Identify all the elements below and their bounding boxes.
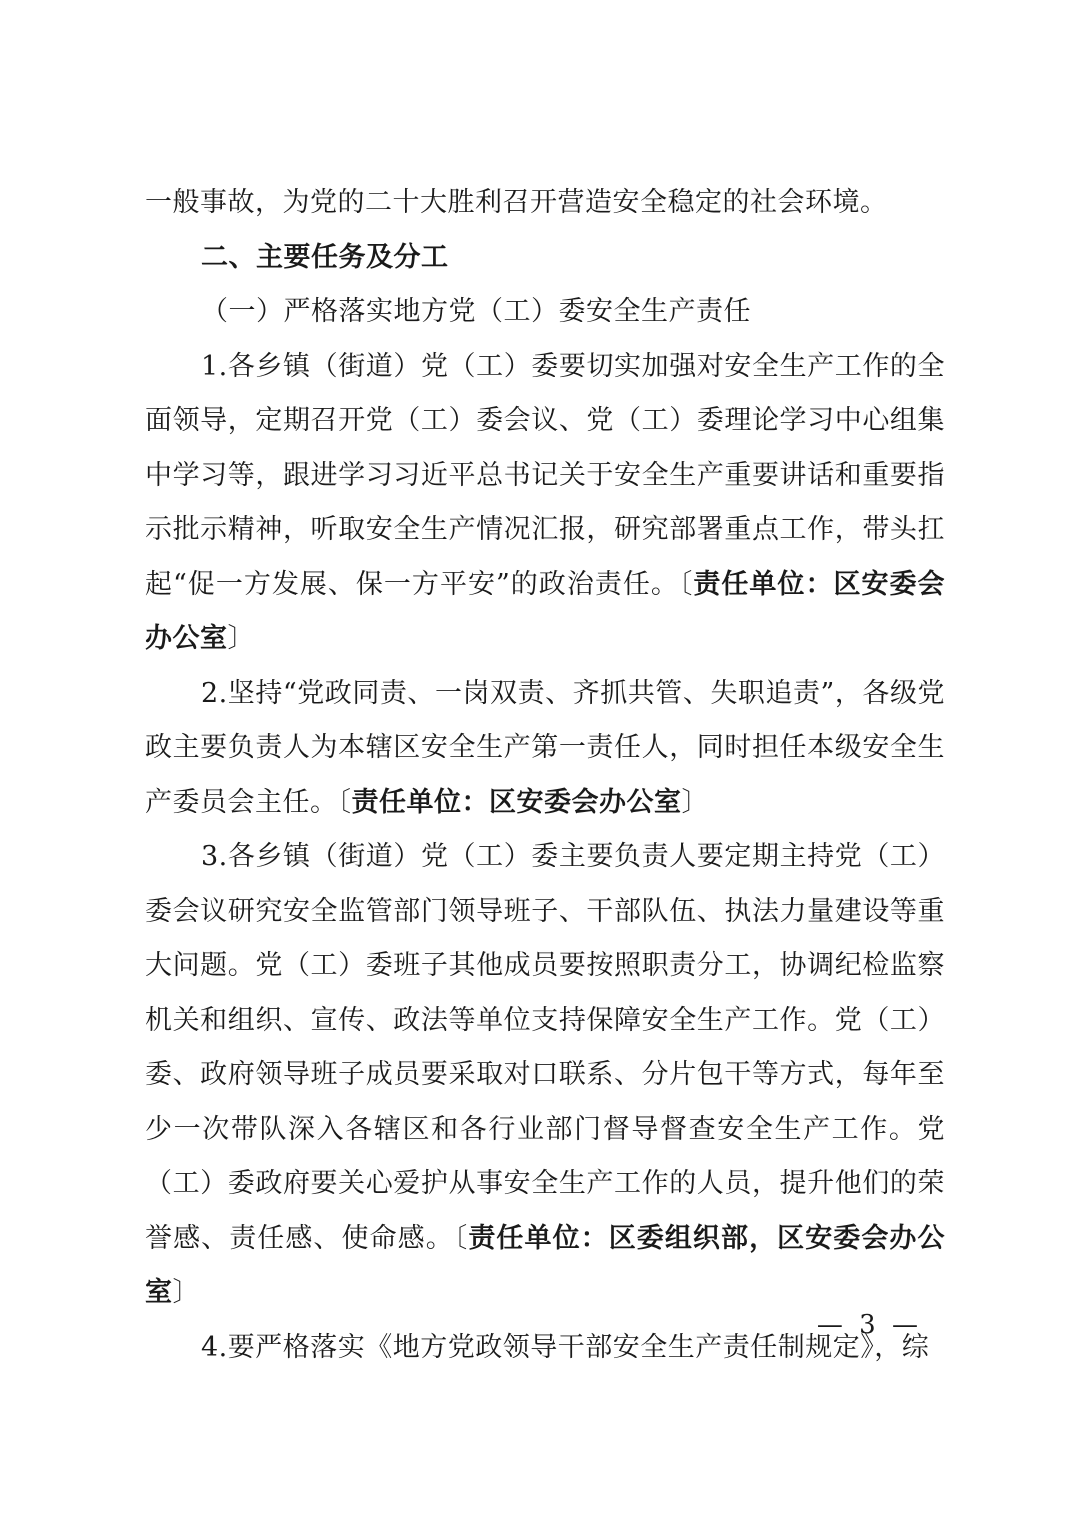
list-item-4-text: 4.要严格落实《地方党政领导干部安全生产责任制规定》，综 bbox=[201, 1331, 930, 1363]
subsection-heading: （一）严格落实地方党（工）委安全生产责任 bbox=[201, 296, 751, 327]
list-item-3 bbox=[145, 830, 945, 1321]
list-item-1-text: 1.各乡镇（街道）党（工）委要切实加强对安全生产工作的全面领导，定期召开党（工）委会议、党（工）委理论学习中心组集中学习等，跟进学习习近平总书记关于安全生产重要讲话和重要指示批示精神，听取安全生产情况汇报，研究部署重点工作，带头扛起“促一方发展、保一方平安”的政治责任。〔 bbox=[145, 350, 945, 600]
list-item-3-text: 3.各乡镇（街道）党（工）委主要负责人要定期主持党（工）委会议研究安全监管部门领导班子、干部队伍、执法力量建设等重大问题。党（工）委班子其他成员要按照职责分工，协调纪检监察机关和组织、宣传、政法等单位支持保障安全生产工作。党（工）委、政府领导班子成员要采取对口联系、分片包干等方式，每年至少一次带队深入各辖区和各行业部门督导督查安全生产工作。党（工）委政府要关心爱护从事安全生产工作的人员，提升他们的荣誉感、责任感、使命感。〔 bbox=[145, 841, 945, 1254]
document-body bbox=[145, 176, 945, 1375]
list-item-1-bracket: 〕 bbox=[227, 623, 255, 654]
list-item-3-bracket: 〕 bbox=[172, 1277, 200, 1308]
list-item-2-responsibility: 责任单位：区安委会办公室 bbox=[351, 786, 682, 818]
list-item-1 bbox=[145, 340, 945, 667]
list-item-2-text: 2.坚持“党政同责、一岗双责、齐抓共管、失职追责”，各级党政主要负责人为本辖区安全生产第一责任人，同时担任本级安全生产委员会主任。〔 bbox=[145, 677, 945, 818]
page-number: — 3 — bbox=[816, 1310, 922, 1340]
list-item-3-responsibility: 责任单位：区委组织部，区安委会办公室 bbox=[145, 1222, 946, 1308]
list-item-1-responsibility: 责任单位：区安委会办公室 bbox=[145, 568, 945, 654]
section-heading: 二、主要任务及分工 bbox=[201, 241, 449, 273]
list-item-2 bbox=[145, 667, 945, 831]
paragraph-continuation: 一般事故，为党的二十大胜利召开营造安全稳定的社会环境。 bbox=[145, 187, 888, 218]
list-item-2-bracket: 〕 bbox=[681, 786, 709, 818]
